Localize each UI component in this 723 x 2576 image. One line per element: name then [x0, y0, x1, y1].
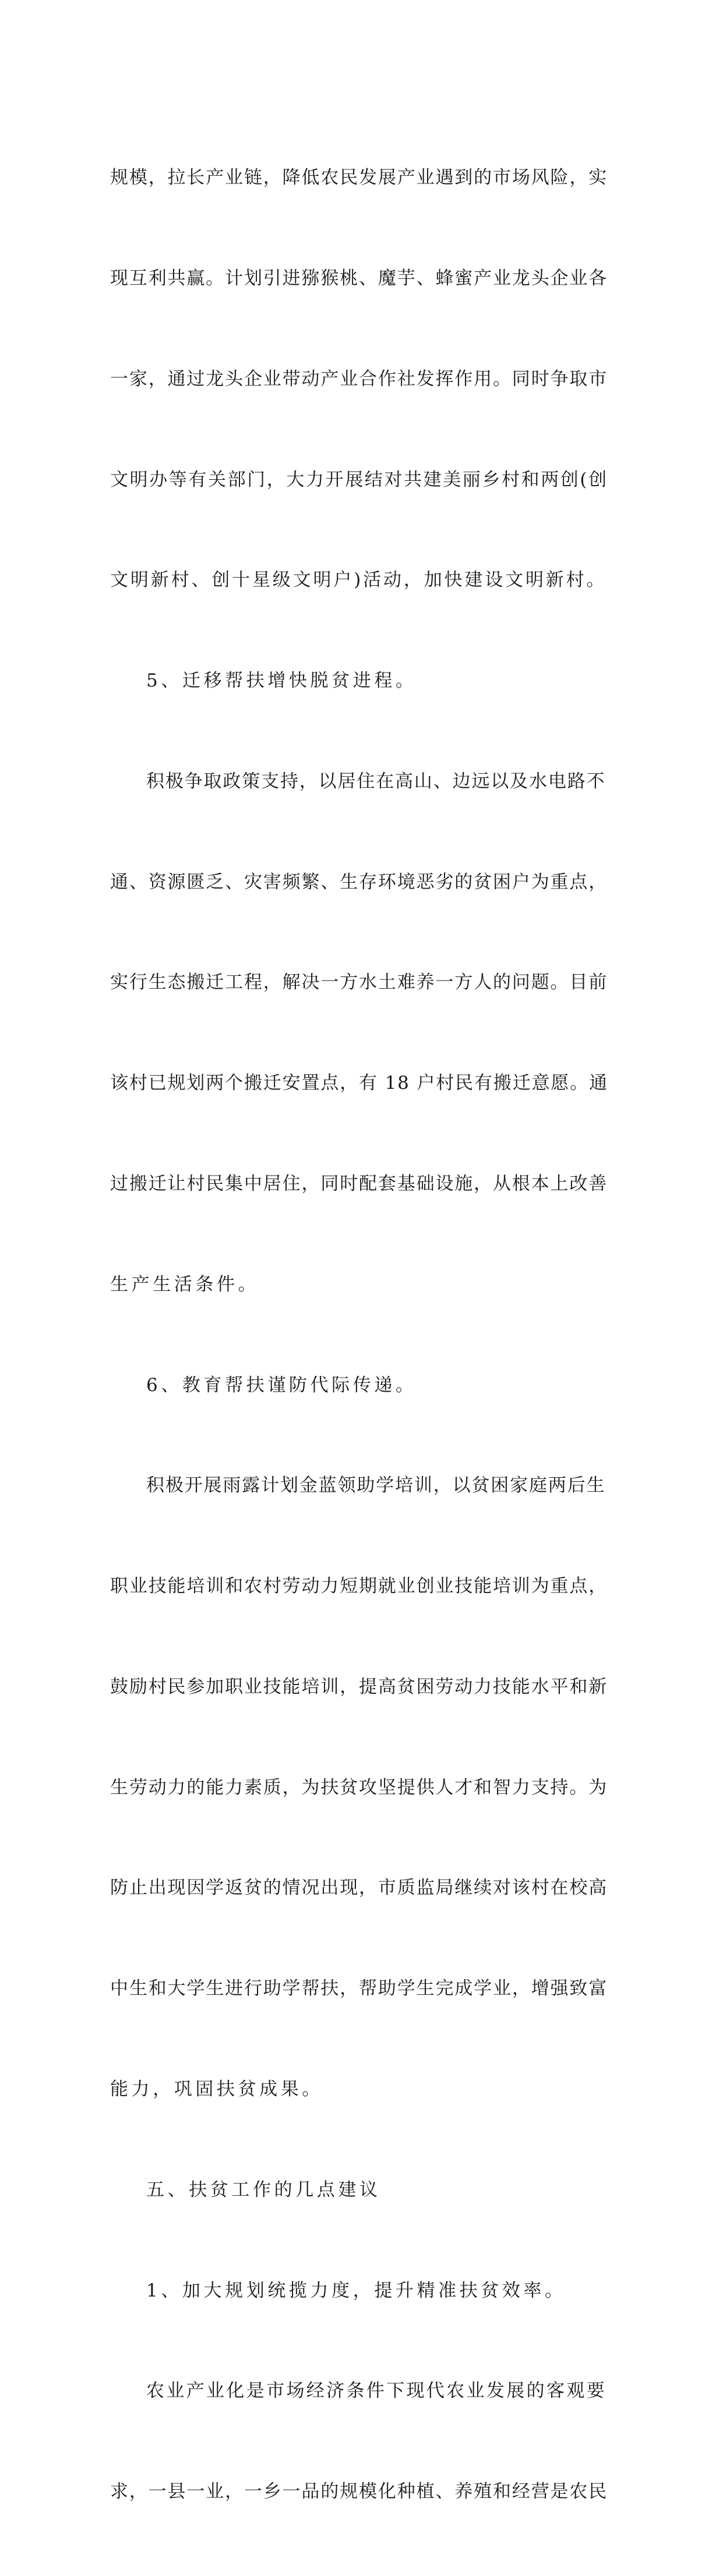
section-heading: 5、迁移帮扶增快脱贫进程。	[146, 670, 417, 692]
text-line: 中生和大学生进行助学帮扶，帮助学生完成学业，增强致富	[110, 1978, 608, 2000]
section-heading: 五、扶贫工作的几点建议	[146, 2179, 381, 2200]
document-body	[110, 94, 608, 2576]
text-line: 通、资源匮乏、灾害频繁、生存环境恶劣的贫困户为重点，	[110, 871, 608, 893]
text-line: 防止出现因学返贫的情况出现，市质监局继续对该村在校高	[110, 1877, 608, 1899]
text-line: 农业产业化是市场经济条件下现代农业发展的客观要	[146, 2380, 607, 2402]
text-line: 规模，拉长产业链，降低农民发展产业遇到的市场风险，实	[110, 167, 608, 189]
text-line: 过搬迁让村民集中居住，同时配套基础设施，从根本上改善	[110, 1173, 608, 1194]
text-line: 文明新村、创十星级文明户)活动，加快建设文明新村。	[110, 569, 607, 591]
text-line: 文明办等有关部门，大力开展结对共建美丽乡村和两创(创	[110, 469, 608, 490]
text-line: 职业技能培训和农村劳动力短期就业创业技能培训为重点，	[110, 1576, 608, 1597]
text-line: 求，一县一业，一乡一品的规模化种植、养殖和经营是农民	[110, 2481, 608, 2503]
section-heading: 1、加大规划统揽力度，提升精准扶贫效率。	[146, 2280, 566, 2301]
text-line: 积极争取政策支持，以居住在高山、边远以及水电路不	[146, 770, 606, 792]
text-line: 能力，巩固扶贫成果。	[110, 2079, 323, 2100]
text-line: 鼓励村民参加职业技能培训，提高贫困劳动力技能水平和新	[110, 1676, 608, 1697]
text-line: 生产生活条件。	[110, 1273, 260, 1295]
text-line: 现互利共赢。计划引进猕猴桃、魔芋、蜂蜜产业龙头企业各	[110, 267, 608, 289]
section-heading: 6、教育帮扶谨防代际传递。	[146, 1374, 417, 1396]
text-line: 生劳动力的能力素质，为扶贫攻坚提供人才和智力支持。为	[110, 1777, 608, 1798]
document-text	[110, 94, 608, 2576]
text-line: 该村已规划两个搬迁安置点，有 18 户村民有搬迁意愿。通	[110, 1073, 608, 1094]
text-line: 实行生态搬迁工程，解决一方水土难养一方人的问题。目前	[110, 972, 608, 993]
text-line: 一家，通过龙头企业带动产业合作社发挥作用。同时争取市	[110, 368, 608, 390]
text-line: 积极开展雨露计划金蓝领助学培训，以贫困家庭两后生	[146, 1475, 606, 1496]
